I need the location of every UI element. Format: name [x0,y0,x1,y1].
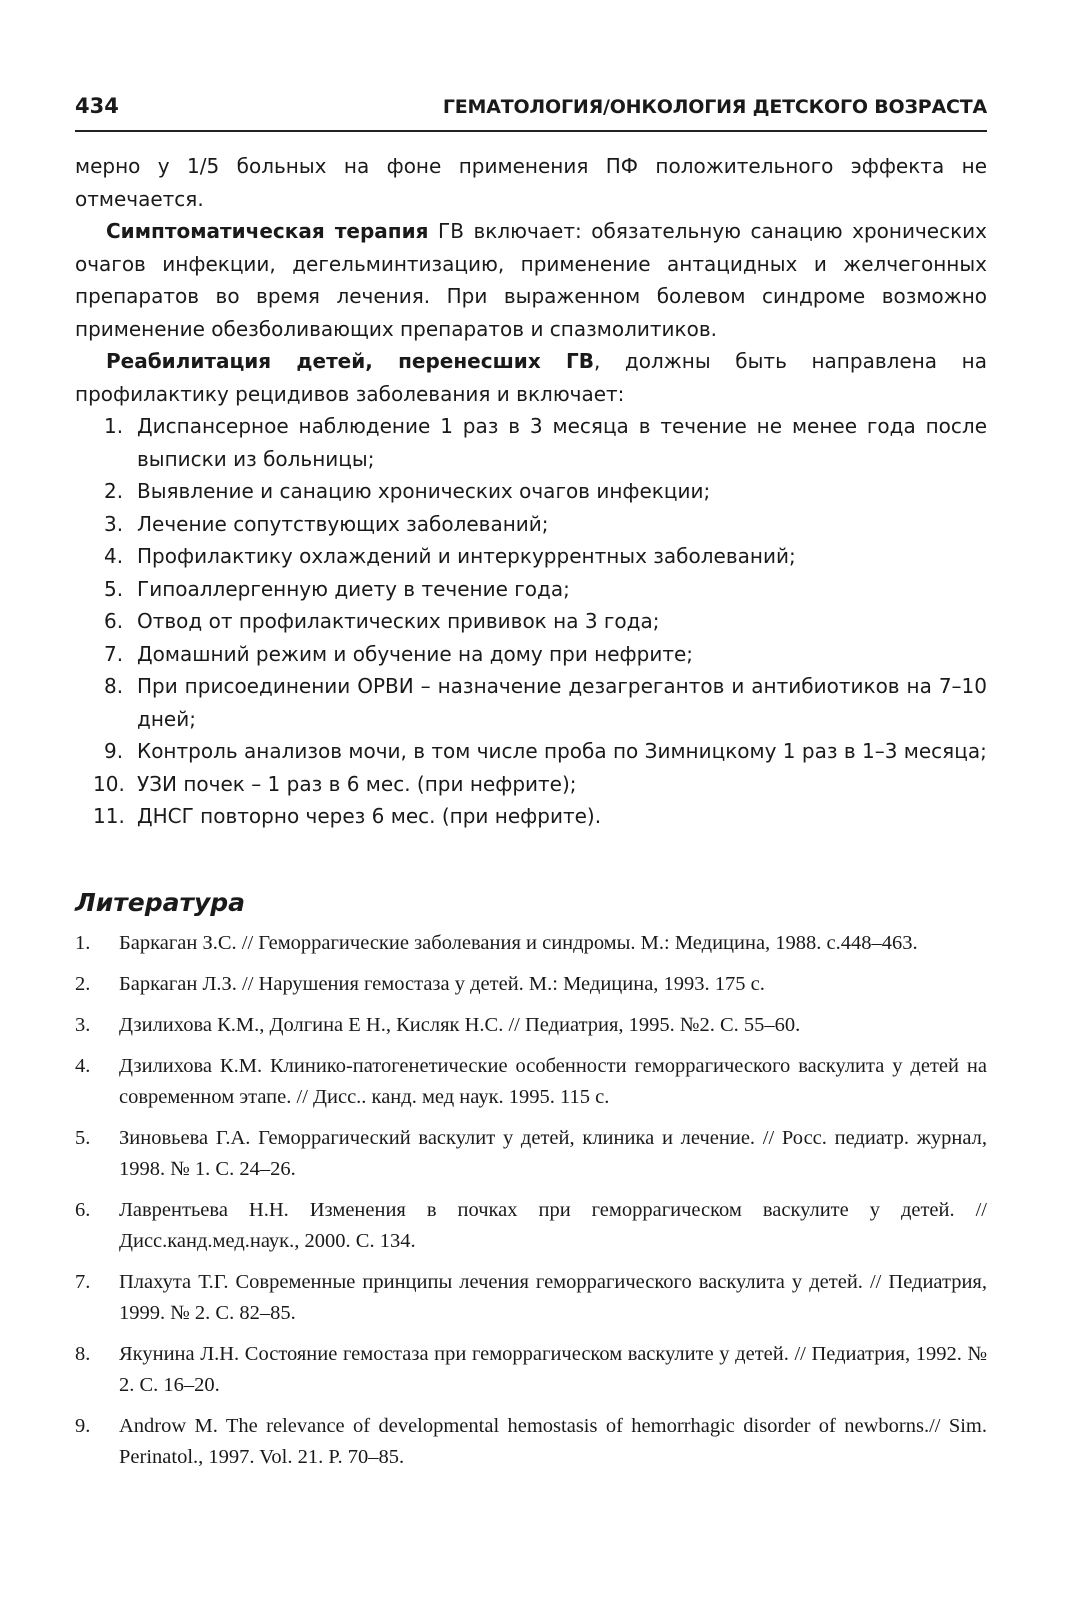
list-text: Гипоаллергенную диету в течение года; [137,576,570,601]
list-text: Отвод от профилактических прививок на 3 года; [137,609,660,633]
reference-number: 2. [75,973,91,995]
running-header [75,88,987,132]
reference-text: Лаврентьева Н.Н. Изменения в почках при геморрагическом васкулите у детей. // Дисс.канд.мед.наук., 2000. С. 134. [119,1199,987,1252]
paragraph-rehabilitation [75,345,987,410]
list-item [75,540,987,573]
reference-text: Баркаган З.С. // Геморрагические заболевания и синдромы. М.: Медицина, 1988. с.448–463. [119,932,918,954]
paragraph-continuation: мерно у 1/5 больных на фоне применения ПФ положительного эффекта не отмечается. [75,154,987,211]
term-rehabilitation: Реабилитация детей, перенесших ГВ [106,349,594,373]
reference-text: Баркаган Л.З. // Нарушения гемостаза у детей. М.: Медицина, 1993. 175 с. [119,973,765,995]
reference-text: Androw M. The relevance of developmental hemostasis of hemorrhagic disorder of newborns.// Sim. Perinatol., 1997. Vol. 21. P. 70–85. [119,1415,987,1468]
rehabilitation-list [75,410,987,833]
reference-number: 8. [75,1343,91,1365]
reference-item [75,1267,987,1329]
reference-number: 4. [75,1055,91,1077]
list-item [75,573,987,606]
reference-number: 6. [75,1199,91,1221]
list-item [75,475,987,508]
list-number: 8. [104,674,124,698]
references-list [75,928,987,1483]
reference-text: Плахута Т.Г. Современные принципы лечения геморрагического васкулита у детей. // Педиатрия, 1999. № 2. С. 82–85. [119,1271,987,1324]
reference-item [75,1123,987,1185]
list-item [75,410,987,475]
reference-item [75,1010,987,1041]
reference-number: 7. [75,1271,91,1293]
paragraph-text: ГВ включает: обязательную санацию хронических очагов инфекции, дегельминтизацию, применение антацидных и желчегонных препаратов во время лечения. При выраженном болевом синдроме возможно применение обезболивающих препаратов и спазмолитиков. [75,219,987,341]
list-text: Выявление и санацию хронических очагов инфекции; [137,479,711,503]
list-item [75,605,987,638]
list-item [75,638,987,671]
paragraph-text: , должны быть направлена на профилактику рецидивов заболевания и включает: [75,349,987,406]
page-number: 434 [75,94,119,118]
list-text: Профилактику охлаждений и интеркуррентных заболеваний; [137,544,796,568]
reference-number: 9. [75,1415,91,1437]
list-item [75,800,987,833]
list-number: 5. [104,576,124,601]
list-text: Лечение сопутствующих заболеваний; [137,511,549,536]
list-text: УЗИ почек – 1 раз в 6 мес. (при нефрите); [137,771,577,796]
list-number: 11. [93,804,125,828]
reference-item [75,1195,987,1257]
reference-item [75,969,987,1000]
term-symptomatic-therapy: Симптоматическая терапия [106,219,429,243]
reference-item [75,1411,987,1473]
list-number: 1. [104,414,124,438]
list-text: Диспансерное наблюдение 1 раз в 3 месяца в течение не менее года после выписки из больницы; [137,414,987,471]
list-number: 6. [104,609,124,633]
reference-number: 1. [75,932,91,954]
reference-text: Дзилихова К.М., Долгина Е Н., Кисляк Н.С. // Педиатрия, 1995. №2. С. 55–60. [119,1014,801,1036]
reference-item [75,928,987,959]
list-number: 2. [104,479,124,503]
list-item [75,670,987,735]
reference-number: 5. [75,1127,91,1149]
reference-item [75,1339,987,1401]
list-number: 4. [104,544,124,568]
reference-text: Зиновьева Г.А. Геморрагический васкулит у детей, клиника и лечение. // Росс. педиатр. журнал, 1998. № 1. С. 24–26. [119,1127,987,1180]
list-text: Домашний режим и обучение на дому при нефрите; [137,641,694,666]
list-number: 7. [104,641,124,666]
reference-item [75,1051,987,1113]
body-text [75,150,987,833]
reference-number: 3. [75,1014,91,1036]
list-text: ДНСГ повторно через 6 мес. (при нефрите). [137,804,602,828]
reference-text: Дзилихова К.М. Клинико-патогенетические особенности геморрагического васкулита у детей на современном этапе. // Дисс.. канд. мед наук. 1995. 115 с. [119,1055,987,1108]
reference-text: Якунина Л.Н. Состояние гемостаза при геморрагическом васкулите у детей. // Педиатрия, 1992. № 2. С. 16–20. [119,1343,987,1396]
list-item [75,768,987,801]
paragraph-symptomatic-therapy [75,215,987,345]
list-number: 10. [93,771,125,796]
list-text: Контроль анализов мочи, в том числе проба по Зимницкому 1 раз в 1–3 месяца; [137,739,987,763]
list-text: При присоединении ОРВИ – назначение дезагрегантов и антибиотиков на 7–10 дней; [137,674,987,731]
references-heading: Литература [75,888,246,917]
list-item [75,735,987,768]
list-number: 3. [104,511,124,536]
list-number: 9. [104,739,124,763]
running-title: ГЕМАТОЛОГИЯ/ОНКОЛОГИЯ ДЕТСКОГО ВОЗРАСТА [442,96,987,118]
list-item [75,508,987,541]
